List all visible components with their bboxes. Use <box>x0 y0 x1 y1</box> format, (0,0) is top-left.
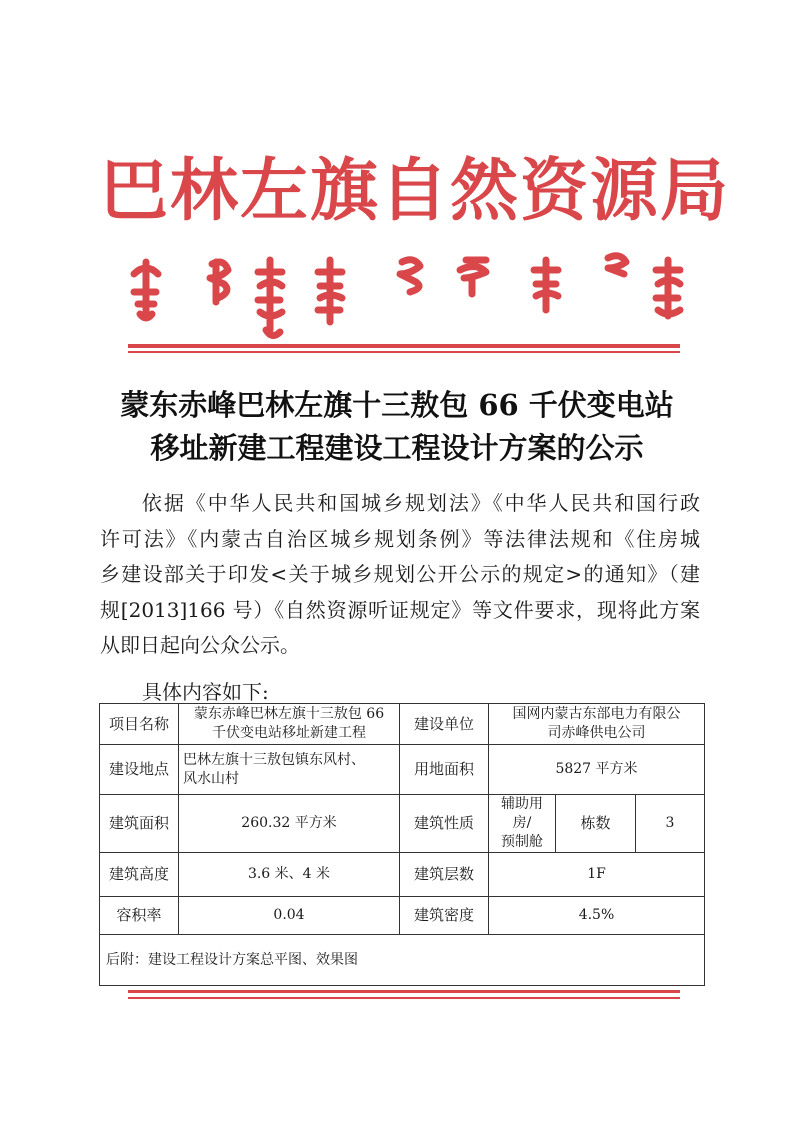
location-value <box>179 745 400 795</box>
floor-area-ratio-value: 0.04 <box>179 897 400 935</box>
body-line: 从即日起向公众公示。 <box>100 633 300 658</box>
body-line: 乡建设部关于印发<关于城乡规划公开公示的规定>的通知》（建 <box>100 562 700 587</box>
project-name-label: 项目名称 <box>100 704 179 745</box>
location-line: 巴林左旗十三敖包镇东风村、 <box>183 751 365 768</box>
building-nature-line: 辅助用房/ <box>501 796 543 831</box>
building-floors-label: 建筑层数 <box>400 853 489 897</box>
location-label: 建设地点 <box>100 745 179 795</box>
project-name-line: 蒙东赤峰巴林左旗十三敖包 66 <box>193 706 385 722</box>
building-area-label: 建筑面积 <box>100 795 179 853</box>
header-divider-thin <box>128 351 680 353</box>
building-height-label: 建筑高度 <box>100 853 179 897</box>
table-row <box>100 853 705 897</box>
land-area-label: 用地面积 <box>400 745 489 795</box>
building-nature-label: 建筑性质 <box>400 795 489 853</box>
mongolian-script-heading <box>120 252 694 342</box>
footer-divider-thick <box>128 990 680 993</box>
body-line: 许可法》《内蒙古自治区城乡规划条例》等法律法规和《住房城 <box>100 526 700 551</box>
building-floors-value: 1F <box>489 853 705 897</box>
body-line: 依据《中华人民共和国城乡规划法》《中华人民共和国行政 <box>140 491 700 515</box>
project-name-value <box>179 704 400 745</box>
mongolian-script-glyphs <box>120 252 694 342</box>
notice-title-line2: 移址新建工程建设工程设计方案的公示 <box>150 431 644 465</box>
issuing-authority-name: 巴林左旗自然资源局 <box>100 152 731 231</box>
building-nature-value <box>489 795 556 853</box>
project-name-line: 千伏变电站移址新建工程 <box>212 725 366 741</box>
content-lead: 具体内容如下: <box>142 680 269 704</box>
table-row <box>100 745 705 795</box>
building-height-value: 3.6 米、4 米 <box>179 853 400 897</box>
header-divider-thick <box>128 344 680 348</box>
notice-title-line1: 蒙东赤峰巴林左旗十三敖包 66 千伏变电站 <box>120 388 674 422</box>
table-row <box>100 897 705 935</box>
location-line: 风水山村 <box>183 770 239 787</box>
building-area-value: 260.32 平方米 <box>179 795 400 853</box>
body-line: 规[2013]166 号）《自然资源听证规定》等文件要求，现将此方案 <box>100 597 700 622</box>
project-info-table <box>99 703 705 986</box>
builder-value <box>489 704 705 745</box>
table-row <box>100 704 705 745</box>
notice-body <box>100 486 700 664</box>
builder-label: 建设单位 <box>400 704 489 745</box>
building-count-value: 3 <box>636 795 705 853</box>
floor-area-ratio-label: 容积率 <box>100 897 179 935</box>
land-area-value: 5827 平方米 <box>489 745 705 795</box>
footer-divider-thin <box>128 997 680 999</box>
building-nature-line: 预制舱 <box>501 834 543 850</box>
table-row <box>100 795 705 853</box>
building-density-label: 建筑密度 <box>400 897 489 935</box>
builder-line: 国网内蒙古东部电力有限公 <box>512 706 681 722</box>
attachment-note: 后附：建设工程设计方案总平图、效果图 <box>100 935 705 986</box>
building-count-label: 栋数 <box>556 795 636 853</box>
building-density-value: 4.5% <box>489 897 705 935</box>
builder-line: 司赤峰供电公司 <box>547 725 646 741</box>
table-row <box>100 935 705 986</box>
